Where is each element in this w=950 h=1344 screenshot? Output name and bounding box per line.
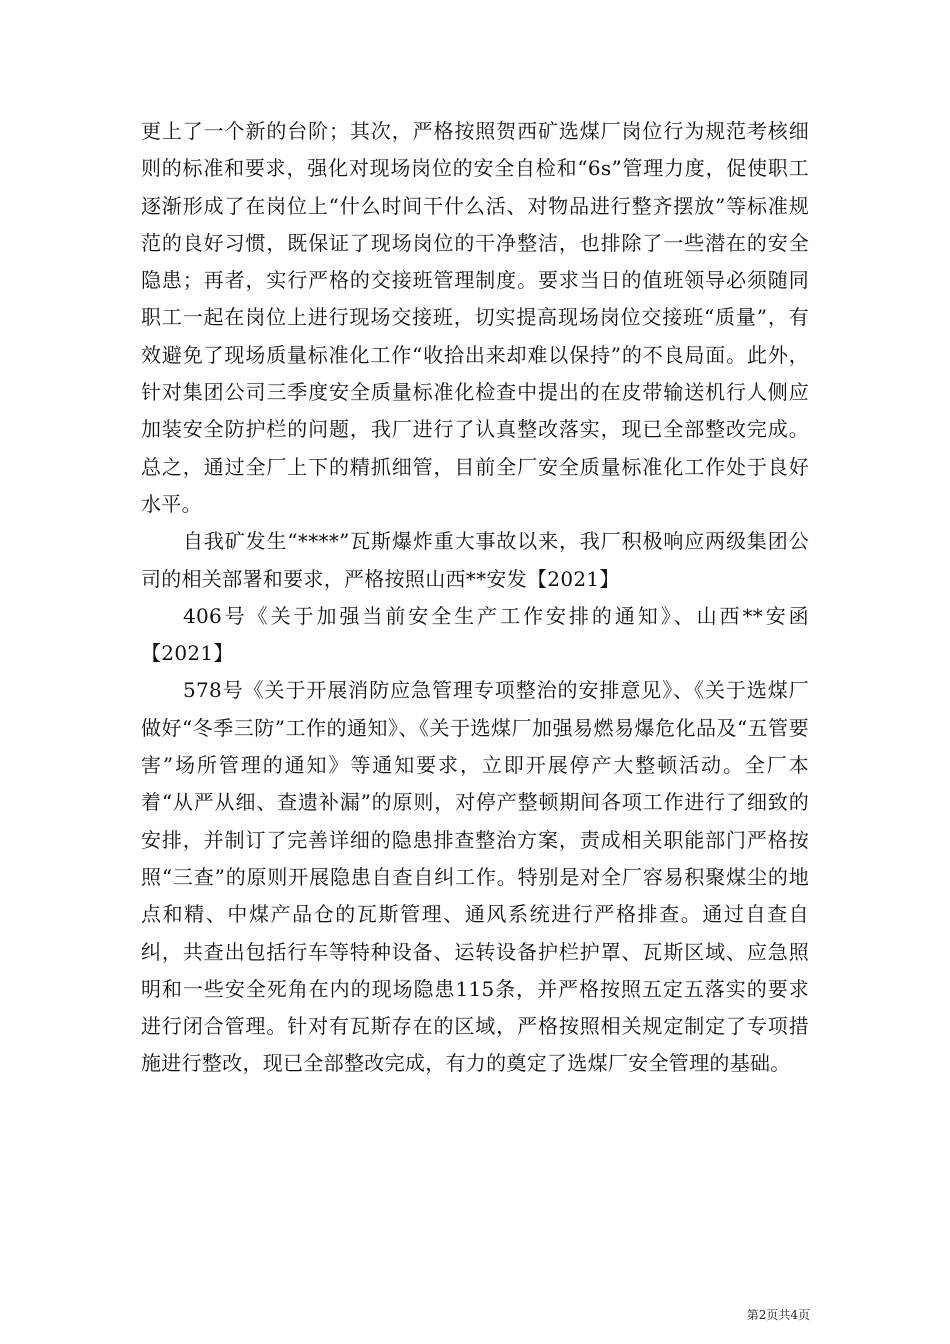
paragraph-notice-406: 406号《关于加强当前安全生产工作安排的通知》、山西**安函【2021】	[141, 603, 809, 666]
paragraph-accident-response: 自我矿发生“****”瓦斯爆炸重大事故以来，我厂积极响应两级集团公司的相关部署和要求，严格按照山西**安发【2021】	[141, 529, 809, 591]
paragraph-notice-578: 578号《关于开展消防应急管理专项整治的安排意见》、《关于选煤厂做好“冬季三防”工作的通知》、《关于选煤厂加强易燃易爆危化品及“五管要害”场所管理的通知》等通知要求，立即开展停产大整顿活动。全厂本着“从严从细、查遗补漏”的原则，对停产整顿期间各项工作进行了细致的安排，并制订了完善详细的隐患排查整治方案，责成相关职能部门严格按照“三查”的原则开展隐患自查自纠工作。特别是对全厂容易积聚煤尘的地点和精、中煤产品仓的瓦斯管理、通风系统进行严格排查。通过自查自纠，共查出包括行车等特种设备、运转设备护栏护罩、瓦斯区域、应急照明和一些安全死角在内的现场隐患115条，并严格按照五定五落实的要求进行闭合管理。针对有瓦斯存在的区域，严格按照相关规定制定了专项措施进行整改，现已全部整改完成，有力的奠定了选煤厂安全管理的基础。	[141, 678, 809, 1076]
page-number: 第2页共4页	[746, 1308, 810, 1322]
paragraph-continuation: 更上了一个新的台阶；其次，严格按照贺西矿选煤厂岗位行为规范考核细则的标准和要求，强化对现场岗位的安全自检和“6s”管理力度，促使职工逐渐形成了在岗位上“什么时间干什么活、对物品进行整齐摆放”等标准规范的良好习惯，既保证了现场岗位的干净整洁，也排除了一些潜在的安全隐患；再者，实行严格的交接班管理制度。要求当日的值班领导必须随同职工一起在岗位上进行现场交接班，切实提高现场岗位交接班“质量”，有效避免了现场质量标准化工作“收拾出来却难以保持”的不良局面。此外，针对集团公司三季度安全质量标准化检查中提出的在皮带输送机行人侧应加装安全防护栏的问题，我厂进行了认真整改落实，现已全部整改完成。总之，通过全厂上下的精抓细管，目前全厂安全质量标准化工作处于良好水平。	[141, 119, 809, 516]
document-body	[141, 113, 809, 1083]
